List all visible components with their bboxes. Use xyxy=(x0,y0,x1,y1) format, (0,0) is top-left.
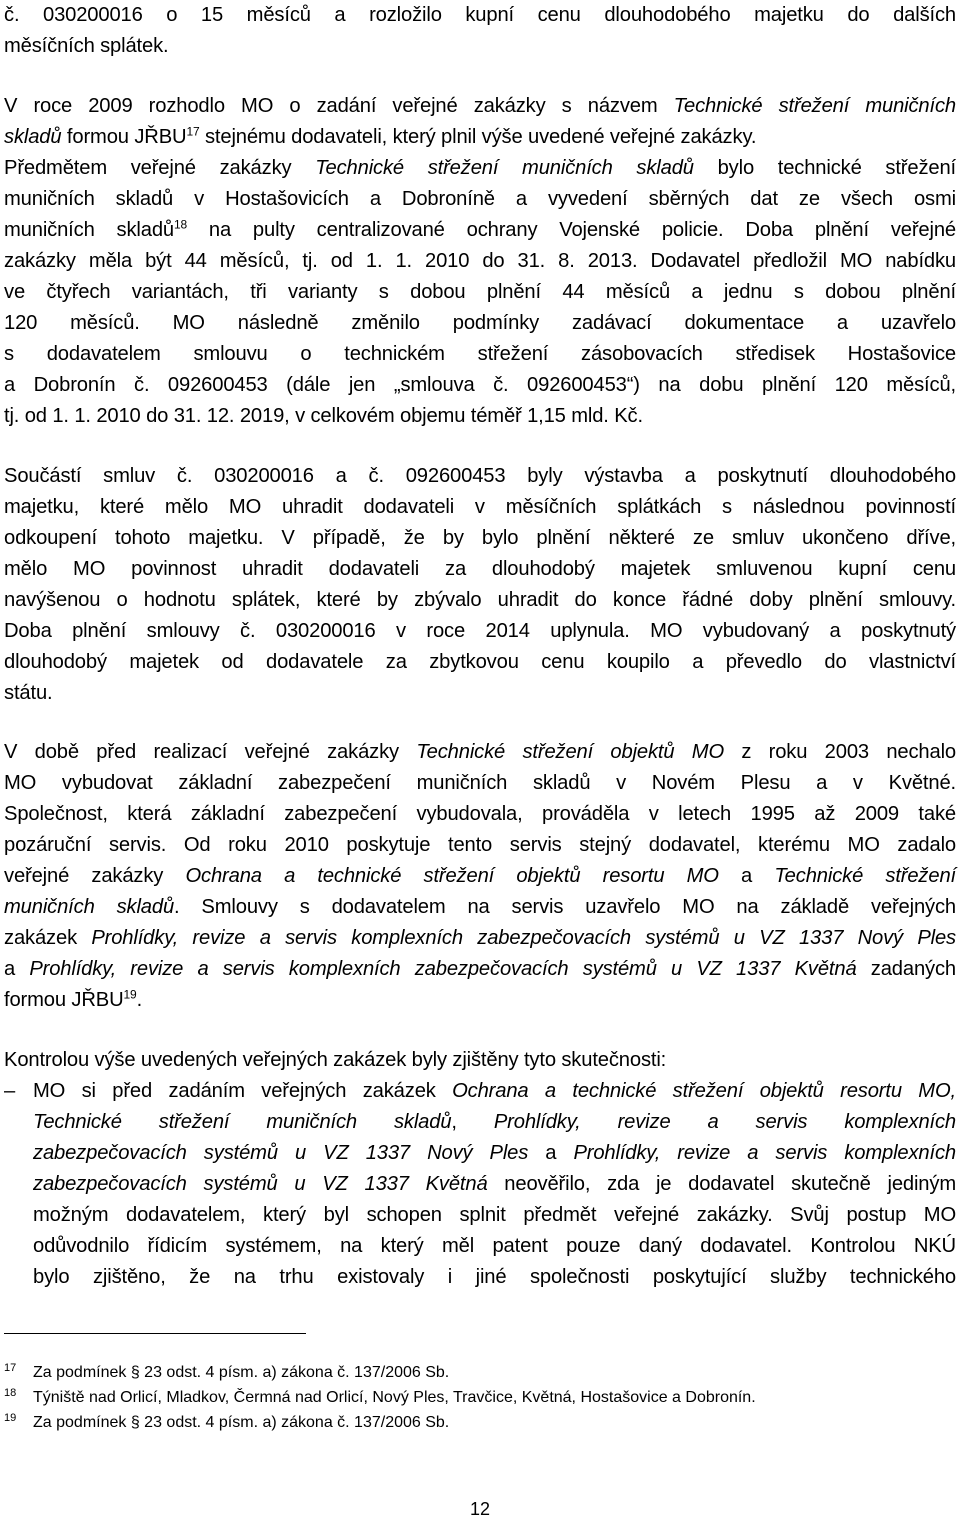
paragraph-line: muničních skladů v Hostašovicích a Dobroníně a vyvedení sběrných dat ze všech osmi xyxy=(4,188,956,210)
paragraph-line: veřejné zakázky Ochrana a technické střežení objektů resortu MO a Technické střežení xyxy=(4,865,956,887)
paragraph-line: měsíčních splátek. xyxy=(4,35,169,57)
paragraph-line: Doba plnění smlouvy č. 030200016 v roce 2014 uplynula. MO vybudovaný a poskytnutý xyxy=(4,620,956,642)
footnote-ref: 18 xyxy=(173,217,188,232)
paragraph-line: zakázky měla být 44 měsíců, tj. od 1. 1. 2010 do 31. 8. 2013. Dodavatel předložil MO nabídku xyxy=(4,250,956,272)
paragraph-line: muničních skladů$^{18}$ na pulty centralizované ochrany Vojenské policie. Doba plnění veřejné xyxy=(4,217,956,241)
footnote-text: Za podmínek § 23 odst. 4 písm. a) zákona č. 137/2006 Sb. xyxy=(33,1364,450,1381)
bullet-line: zabezpečovacích systémů u VZ 1337 Nový Ples a Prohlídky, revize a servis komplexních xyxy=(33,1142,956,1164)
bullet-line: Technické střežení muničních skladů, Prohlídky, revize a servis komplexních xyxy=(33,1111,956,1133)
footnote-ref: 19 xyxy=(123,987,137,1002)
footnote-number: 18 xyxy=(4,1387,17,1399)
paragraph-line: pozáruční servis. Od roku 2010 poskytuje tento servis stejný dodavatel, kterému MO zadalo xyxy=(4,834,956,856)
paragraph-line: a Prohlídky, revize a servis komplexních zabezpečovacích systémů u VZ 1337 Květná zadaných xyxy=(4,958,956,980)
paragraph-line: dlouhodobý majetek od dodavatele za zbytkovou cenu koupilo a převedlo do vlastnictví xyxy=(4,651,956,673)
bullet-line: MO si před zadáním veřejných zakázek Ochrana a technické střežení objektů resortu MO, xyxy=(33,1080,956,1102)
page-number: 12 xyxy=(469,1499,491,1519)
paragraph-line: s dodavatelem smlouvu o technickém střežení zásobovacích středisek Hostašovice xyxy=(4,343,956,365)
paragraph-line: ve čtyřech variantách, tři varianty s dobou plnění 44 měsíců a jednu s dobou plnění xyxy=(4,281,956,303)
paragraph-line: Součástí smluv č. 030200016 a č. 092600453 byly výstavba a poskytnutí dlouhodobého xyxy=(4,465,956,487)
footnote-number: 17 xyxy=(4,1362,17,1374)
footnote-separator xyxy=(4,1333,306,1334)
footnote-number: 19 xyxy=(4,1412,17,1424)
footnote-text: Za podmínek § 23 odst. 4 písm. a) zákona č. 137/2006 Sb. xyxy=(33,1414,450,1431)
paragraph-line: č. 030200016 o 15 měsíců a rozložilo kupní cenu dlouhodobého majetku do dalších xyxy=(4,4,956,26)
bullet-dash: – xyxy=(4,1080,16,1102)
paragraph-line: MO vybudovat základní zabezpečení muničních skladů v Novém Plesu a v Květné. xyxy=(4,772,956,794)
bullet-line: odůvodnilo řídicím systémem, na který měl patent pouze daný dodavatel. Kontrolou NKÚ xyxy=(33,1235,956,1257)
paragraph-line: navýšenou o hodnotu splátek, které by zbývalo uhradit do konce řádné doby plnění smlouvy. xyxy=(4,589,956,611)
paragraph-line: Předmětem veřejné zakázky Technické střežení muničních skladů bylo technické střežení xyxy=(4,157,957,179)
paragraph-line: tj. od 1. 1. 2010 do 31. 12. 2019, v celkovém objemu téměř 1,15 mld. Kč. xyxy=(4,405,643,427)
bullet-line: bylo zjištěno, že na trhu existovaly i jiné společnosti poskytující služby technického xyxy=(33,1266,956,1288)
paragraph-line: Kontrolou výše uvedených veřejných zakázek byly zjištěny tyto skutečnosti: xyxy=(4,1049,667,1071)
paragraph-line: mělo MO povinnost uhradit dodavateli za dlouhodobý majetek smluvenou kupní cenu xyxy=(4,558,956,580)
paragraph-line: V roce 2009 rozhodlo MO o zadání veřejné zakázky s názvem Technické střežení muničních xyxy=(4,95,956,117)
footnote-text: Týniště nad Orlicí, Mladkov, Čermná nad Orlicí, Nový Ples, Travčice, Květná, Hostašovice a Dobronín. xyxy=(33,1389,756,1406)
paragraph-line: formou JŘBU$^{19}$. xyxy=(4,987,143,1011)
paragraph-line: majetku, které mělo MO uhradit dodavateli v měsíčních splátkách s následnou povinností xyxy=(4,496,956,518)
paragraph-line: zakázek Prohlídky, revize a servis komplexních zabezpečovacích systémů u VZ 1337 Nový Ples xyxy=(4,927,956,949)
paragraph-line: 120 měsíců. MO následně změnilo podmínky zadávací dokumentace a uzavřelo xyxy=(4,312,956,334)
paragraph-line: státu. xyxy=(4,682,53,704)
paragraph-line: muničních skladů. Smlouvy s dodavatelem na servis uzavřelo MO na základě veřejných xyxy=(4,896,957,918)
bullet-line: možným dodavatelem, který byl schopen splnit předmět veřejné zakázky. Svůj postup MO xyxy=(33,1204,956,1226)
paragraph-line: V době před realizací veřejné zakázky Technické střežení objektů MO z roku 2003 nechalo xyxy=(4,741,956,763)
footnote-ref: 17 xyxy=(186,124,200,139)
paragraph-line: odkoupení tohoto majetku. V případě, že by bylo plnění některé ze smluv ukončeno dříve, xyxy=(4,527,956,549)
bullet-line: zabezpečovacích systémů u VZ 1337 Květná neověřilo, zda je dodavatel skutečně jediným xyxy=(33,1173,956,1195)
paragraph-line: a Dobronín č. 092600453 (dále jen „smlouva č. 092600453“) na dobu plnění 120 měsíců, xyxy=(4,374,956,396)
paragraph-line: Společnost, která základní zabezpečení vybudovala, prováděla v letech 1995 až 2009 také xyxy=(4,803,956,825)
paragraph-line: skladů formou JŘBU$^{17}$ stejnému dodavateli, který plnil výše uvedené veřejné zakázky. xyxy=(4,124,757,148)
